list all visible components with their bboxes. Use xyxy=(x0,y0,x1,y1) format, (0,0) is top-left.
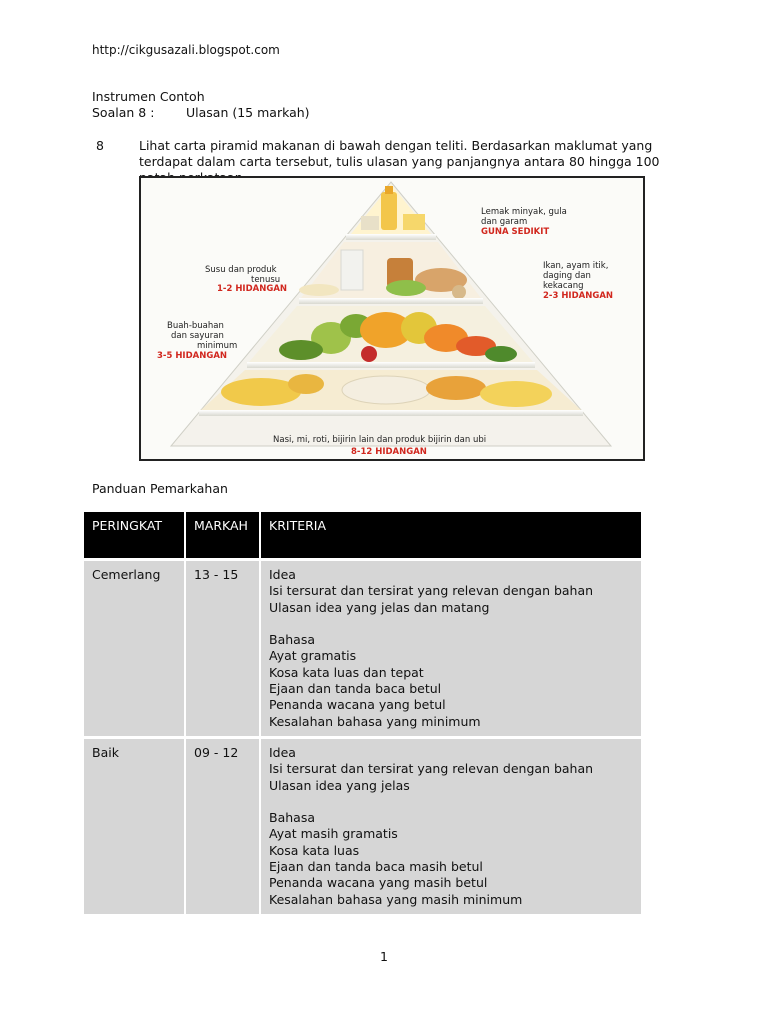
criteria-item: Kesalahan bahasa yang masih minimum xyxy=(269,891,523,907)
criteria-item: Ulasan idea yang jelas dan matang xyxy=(269,599,490,615)
criteria-item: Ayat gramatis xyxy=(269,648,357,664)
label-grains: Nasi, mi, roti, bijirin lain dan produk bijirin dan ubi xyxy=(273,435,487,445)
row-level: Baik xyxy=(84,739,184,914)
instrument-title: Instrumen Contoh xyxy=(92,89,205,104)
food-pyramid-graphic xyxy=(141,178,643,459)
label-fruits-3: minimum xyxy=(197,341,238,351)
header-criteria: KRITERIA xyxy=(261,512,641,558)
table-row xyxy=(84,561,641,736)
label-dairy: Susu dan produk xyxy=(205,265,277,275)
row-marks: 13 - 15 xyxy=(186,561,259,736)
label-protein-2: daging dan xyxy=(543,271,591,281)
row-level: Cemerlang xyxy=(84,561,184,736)
label-dairy-2: tenusu xyxy=(251,275,281,285)
row-marks: 09 - 12 xyxy=(186,739,259,914)
question-type: Ulasan (15 markah) xyxy=(186,105,310,120)
header-marks: MARKAH xyxy=(186,512,259,558)
food-pyramid-image xyxy=(139,176,645,461)
question-heading xyxy=(92,105,310,120)
serving-fruits: 3-5 HIDANGAN xyxy=(157,351,228,361)
criteria-item: Penanda wacana yang masih betul xyxy=(269,875,488,891)
marking-table xyxy=(84,512,641,914)
serving-protein: 2-3 HIDANGAN xyxy=(543,291,614,301)
criteria-item: Isi tersurat dan tersirat yang relevan dengan bahan xyxy=(269,583,594,599)
label-protein: Ikan, ayam itik, xyxy=(543,261,609,271)
label-fats: Lemak minyak, gula xyxy=(481,207,567,217)
criteria-idea-title: Idea xyxy=(269,567,296,582)
row-criteria xyxy=(261,739,641,914)
question-number: 8 xyxy=(96,138,104,153)
header-url: http://cikgusazali.blogspot.com xyxy=(92,43,280,57)
table-row xyxy=(84,739,641,914)
guide-title: Panduan Pemarkahan xyxy=(92,481,228,496)
label-fats-2: dan garam xyxy=(481,217,528,227)
label-fruits: Buah-buahan xyxy=(167,321,224,331)
criteria-item: Kosa kata luas xyxy=(269,842,360,858)
criteria-item: Ejaan dan tanda baca betul xyxy=(269,681,442,697)
criteria-lang-title: Bahasa xyxy=(269,632,315,648)
criteria-item: Ayat masih gramatis xyxy=(269,826,398,842)
pyramid-tier-top xyxy=(346,184,436,240)
criteria-item: Penanda wacana yang betul xyxy=(269,697,446,713)
criteria-item: Isi tersurat dan tersirat yang relevan dengan bahan xyxy=(269,761,594,777)
serving-fats: GUNA SEDIKIT xyxy=(481,227,550,237)
label-protein-3: kekacang xyxy=(543,281,584,291)
page-number: 1 xyxy=(380,949,388,964)
serving-grains: 8-12 HIDANGAN xyxy=(351,447,427,457)
header-level: PERINGKAT xyxy=(84,512,184,558)
criteria-item: Ulasan idea yang jelas xyxy=(269,777,410,793)
table-header-row xyxy=(84,512,641,558)
criteria-item: Ejaan dan tanda baca masih betul xyxy=(269,859,483,875)
criteria-idea-title: Idea xyxy=(269,744,296,760)
question-label: Soalan 8 : xyxy=(92,105,155,120)
criteria-item: Kosa kata luas dan tepat xyxy=(269,664,424,680)
criteria-item: Kesalahan bahasa yang minimum xyxy=(269,713,481,729)
pyramid-tier-fruits-vegetables xyxy=(247,306,535,368)
pyramid-tier-grains xyxy=(199,370,583,416)
serving-dairy: 1-2 HIDANGAN xyxy=(217,284,288,294)
pyramid-tier-dairy-protein xyxy=(299,242,483,304)
question-text: Lihat carta piramid makanan di bawah dengan teliti. Berdasarkan maklumat yang terdapat dalam carta tersebut, tulis ulasan yang panjangnya antara 80 hingga 100 xyxy=(139,138,660,169)
label-fruits-2: dan sayuran xyxy=(171,331,224,341)
row-criteria xyxy=(261,561,641,736)
criteria-lang-title: Bahasa xyxy=(269,810,315,826)
